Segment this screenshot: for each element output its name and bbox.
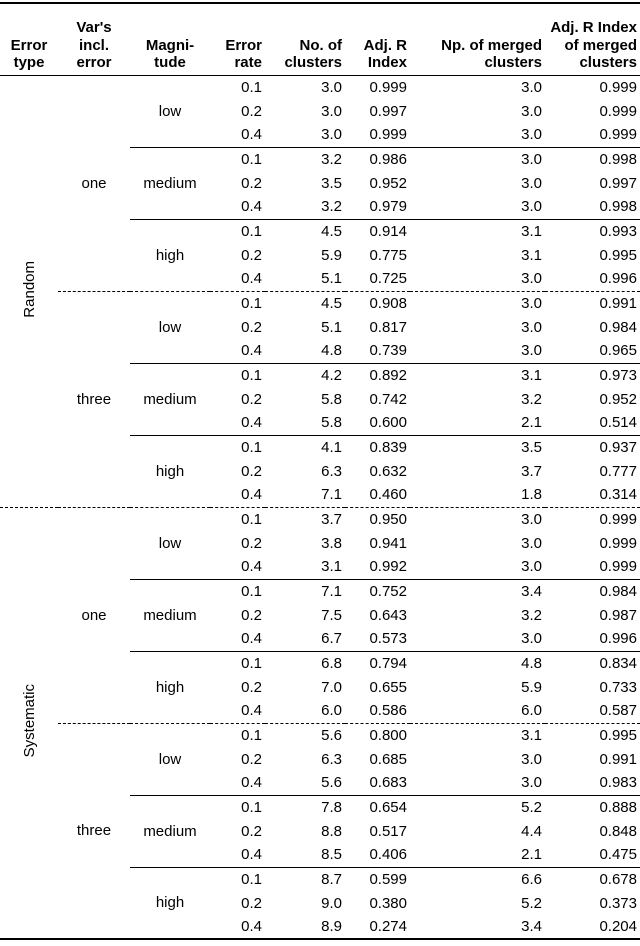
- magnitude-label: medium: [130, 795, 210, 867]
- merged-adj-r-cell: 0.204: [599, 918, 637, 935]
- adj-r-index-cell: 0.800: [345, 723, 410, 747]
- header-magnitude: [130, 3, 210, 75]
- merged-clusters-cell: 3.0: [410, 147, 545, 171]
- adj-r-index-cell: 0.739: [369, 342, 407, 360]
- error-rate-cell: 0.4: [241, 126, 262, 144]
- adj-r-index-cell: 0.999: [369, 78, 407, 96]
- merged-adj-r-cell: 0.733: [599, 678, 637, 696]
- merged-adj-r-cell: 0.514: [599, 414, 637, 432]
- merged-adj-r-cell: 0.937: [545, 435, 640, 459]
- error-rate-cell: 0.4: [241, 414, 262, 432]
- no-of-clusters-cell: 6.8: [265, 651, 345, 675]
- merged-adj-r-cell: 0.991: [599, 750, 637, 768]
- header-line: clusters: [484, 54, 542, 71]
- merged-adj-r-cell: 0.983: [599, 774, 637, 792]
- merged-clusters-cell: 3.0: [410, 291, 545, 315]
- merged-clusters-cell: 3.1: [521, 246, 542, 264]
- adj-r-index-cell: 0.517: [369, 822, 407, 840]
- error-rate-cell: 0.2: [241, 174, 262, 192]
- results-table: [0, 2, 640, 940]
- header-vars-incl-error: [58, 3, 130, 75]
- merged-clusters-cell: 3.0: [410, 507, 545, 531]
- adj-r-index-cell: 0.600: [369, 414, 407, 432]
- merged-clusters-cell: 3.0: [521, 774, 542, 792]
- error-type-label: [0, 75, 58, 507]
- no-of-clusters-cell: 6.3: [321, 750, 342, 768]
- adj-r-index-cell: 0.406: [369, 846, 407, 864]
- merged-clusters-cell: 3.0: [521, 198, 542, 216]
- merged-clusters-cell: 3.1: [410, 363, 545, 387]
- merged-adj-r-cell: 0.999: [599, 126, 637, 144]
- merged-clusters-cell: 6.6: [410, 867, 545, 891]
- merged-clusters-cell: 2.1: [521, 846, 542, 864]
- error-rate-cell: 0.4: [241, 342, 262, 360]
- merged-clusters-cell: 3.0: [521, 750, 542, 768]
- adj-r-index-cell: 0.986: [345, 147, 410, 171]
- table-row: [0, 291, 640, 315]
- error-rate-cell: 0.2: [241, 102, 262, 120]
- no-of-clusters-cell: 8.9: [321, 918, 342, 935]
- merged-clusters-cell: 3.0: [521, 534, 542, 552]
- error-rate-cell: 0.4: [241, 918, 262, 935]
- adj-r-index-cell: 0.908: [345, 291, 410, 315]
- header-error-type: [0, 3, 58, 75]
- header-line: Error: [225, 36, 262, 54]
- no-of-clusters-cell: 4.5: [265, 291, 345, 315]
- header-line: rate: [234, 54, 262, 71]
- no-of-clusters-cell: 5.1: [321, 270, 342, 288]
- header-line: tude: [154, 54, 186, 71]
- table-header: [0, 3, 640, 75]
- merged-clusters-cell: 3.0: [521, 102, 542, 120]
- merged-adj-r-cell: 0.952: [599, 390, 637, 408]
- adj-r-index-cell: 0.950: [345, 507, 410, 531]
- table-row: [0, 507, 640, 531]
- merged-adj-r-cell: 0.587: [599, 702, 637, 720]
- merged-adj-r-cell: 0.984: [599, 318, 637, 336]
- error-rate-cell: 0.1: [241, 78, 262, 96]
- merged-adj-r-cell: 0.987: [599, 606, 637, 624]
- error-rate-cell: 0.1: [210, 147, 265, 171]
- error-rate-cell: 0.2: [241, 390, 262, 408]
- no-of-clusters-cell: 3.1: [321, 558, 342, 576]
- adj-r-index-cell: 0.999: [369, 126, 407, 144]
- no-of-clusters-cell: 4.8: [321, 342, 342, 360]
- no-of-clusters-cell: 3.2: [265, 147, 345, 171]
- magnitude-label: medium: [130, 579, 210, 651]
- merged-adj-r-cell: 0.997: [599, 174, 637, 192]
- magnitude-label: medium: [130, 363, 210, 435]
- no-of-clusters-cell: 5.9: [321, 246, 342, 264]
- magnitude-label: high: [130, 867, 210, 939]
- error-rate-cell: 0.2: [241, 318, 262, 336]
- no-of-clusters-cell: 3.0: [321, 126, 342, 144]
- magnitude-label: high: [130, 651, 210, 723]
- header-line: Adj. R Index: [550, 19, 637, 36]
- magnitude-label: low: [130, 291, 210, 363]
- error-rate-cell: 0.1: [210, 723, 265, 747]
- header-line: clusters: [579, 54, 637, 71]
- merged-adj-r-cell: 0.999: [599, 534, 637, 552]
- header-line: type: [13, 54, 45, 71]
- no-of-clusters-cell: 7.8: [265, 795, 345, 819]
- adj-r-index-cell: 0.992: [369, 558, 407, 576]
- no-of-clusters-cell: 8.8: [321, 822, 342, 840]
- merged-clusters-cell: 3.1: [410, 219, 545, 243]
- adj-r-index-cell: 0.274: [369, 918, 407, 935]
- adj-r-index-cell: 0.997: [369, 102, 407, 120]
- header-line: of merged: [564, 36, 637, 54]
- no-of-clusters-cell: 7.5: [321, 606, 342, 624]
- no-of-clusters-cell: 5.6: [265, 723, 345, 747]
- error-rate-cell: 0.1: [210, 219, 265, 243]
- vars-incl-label: one: [81, 174, 107, 192]
- header-no-of-clusters: [265, 3, 345, 75]
- no-of-clusters-cell: 3.5: [321, 174, 342, 192]
- no-of-clusters-cell: 8.7: [265, 867, 345, 891]
- merged-clusters-cell: 3.0: [521, 558, 542, 576]
- magnitude-label: low: [130, 723, 210, 795]
- error-type-text: Random: [20, 260, 38, 318]
- adj-r-index-cell: 0.683: [369, 774, 407, 792]
- merged-adj-r-cell: 0.848: [599, 822, 637, 840]
- merged-clusters-cell: 3.4: [410, 579, 545, 603]
- no-of-clusters-cell: 3.2: [321, 198, 342, 216]
- merged-clusters-cell: 3.0: [521, 270, 542, 288]
- adj-r-index-cell: 0.794: [345, 651, 410, 675]
- adj-r-index-cell: 0.655: [369, 678, 407, 696]
- header-line: Var's incl.: [76, 19, 112, 54]
- adj-r-index-cell: 0.573: [369, 630, 407, 648]
- merged-clusters-cell: 5.2: [410, 795, 545, 819]
- error-rate-cell: 0.2: [241, 246, 262, 264]
- merged-clusters-cell: 3.0: [521, 318, 542, 336]
- merged-adj-r-cell: 0.998: [545, 147, 640, 171]
- merged-adj-r-cell: 0.834: [545, 651, 640, 675]
- header-line: Error: [10, 36, 48, 54]
- error-rate-cell: 0.1: [210, 363, 265, 387]
- merged-adj-r-cell: 0.965: [599, 342, 637, 360]
- error-rate-cell: 0.4: [241, 270, 262, 288]
- vars-incl-label: three: [58, 291, 130, 507]
- header-line: clusters: [284, 54, 342, 71]
- merged-clusters-cell: 5.2: [521, 894, 542, 912]
- adj-r-index-cell: 0.817: [369, 318, 407, 336]
- adj-r-index-cell: 0.725: [369, 270, 407, 288]
- error-rate-cell: 0.1: [210, 435, 265, 459]
- error-rate-cell: 0.4: [241, 774, 262, 792]
- header-merged-clusters: [410, 3, 545, 75]
- error-rate-cell: 0.1: [210, 795, 265, 819]
- no-of-clusters-cell: 7.1: [321, 486, 342, 504]
- adj-r-index-cell: 0.752: [345, 579, 410, 603]
- header-line: Magni-: [145, 36, 195, 54]
- table-row: [0, 723, 640, 747]
- no-of-clusters-cell: 3.8: [321, 534, 342, 552]
- adj-r-index-cell: 0.952: [369, 174, 407, 192]
- no-of-clusters-cell: 6.3: [321, 462, 342, 480]
- merged-clusters-cell: 5.9: [521, 678, 542, 696]
- header-adj-r-index: [345, 3, 410, 75]
- no-of-clusters-cell: 3.7: [265, 507, 345, 531]
- merged-clusters-cell: 3.0: [521, 126, 542, 144]
- merged-adj-r-cell: 0.984: [545, 579, 640, 603]
- magnitude-label: medium: [130, 147, 210, 219]
- merged-clusters-cell: 4.8: [410, 651, 545, 675]
- error-rate-cell: 0.1: [210, 579, 265, 603]
- no-of-clusters-cell: 6.0: [321, 702, 342, 720]
- header-line: Adj. R: [363, 36, 407, 54]
- merged-clusters-cell: 6.0: [521, 702, 542, 720]
- error-rate-cell: 0.2: [241, 606, 262, 624]
- merged-adj-r-cell: 0.999: [545, 507, 640, 531]
- adj-r-index-cell: 0.892: [345, 363, 410, 387]
- merged-clusters-cell: 3.5: [410, 435, 545, 459]
- merged-clusters-cell: 3.0: [521, 174, 542, 192]
- merged-clusters-cell: 3.4: [521, 918, 542, 935]
- error-rate-cell: 0.1: [210, 291, 265, 315]
- adj-r-index-cell: 0.775: [369, 246, 407, 264]
- merged-adj-r-cell: 0.993: [545, 219, 640, 243]
- adj-r-index-cell: 0.979: [369, 198, 407, 216]
- no-of-clusters-cell: 5.1: [321, 318, 342, 336]
- header-line: No. of: [299, 36, 342, 54]
- no-of-clusters-cell: 5.8: [321, 414, 342, 432]
- no-of-clusters-cell: 9.0: [321, 894, 342, 912]
- error-rate-cell: 0.4: [241, 702, 262, 720]
- error-rate-cell: 0.1: [210, 507, 265, 531]
- merged-clusters-cell: 3.2: [521, 606, 542, 624]
- error-rate-cell: 0.2: [241, 534, 262, 552]
- merged-adj-r-cell: 0.475: [599, 846, 637, 864]
- error-rate-cell: 0.1: [210, 651, 265, 675]
- error-rate-cell: 0.2: [241, 678, 262, 696]
- adj-r-index-cell: 0.685: [369, 750, 407, 768]
- no-of-clusters-cell: 6.7: [321, 630, 342, 648]
- vars-incl-label: three: [58, 723, 130, 939]
- header-line: Np. of merged: [441, 36, 542, 54]
- adj-r-index-cell: 0.599: [345, 867, 410, 891]
- error-rate-cell: 0.4: [241, 630, 262, 648]
- error-type-label: [0, 507, 58, 939]
- no-of-clusters-cell: 3.0: [321, 78, 342, 96]
- adj-r-index-cell: 0.380: [369, 894, 407, 912]
- merged-clusters-cell: 3.0: [521, 630, 542, 648]
- merged-clusters-cell: 3.0: [521, 78, 542, 96]
- error-type-text: Systematic: [20, 684, 38, 758]
- merged-adj-r-cell: 0.777: [599, 462, 637, 480]
- header-row: [0, 3, 640, 75]
- error-rate-cell: 0.4: [241, 558, 262, 576]
- no-of-clusters-cell: 3.0: [321, 102, 342, 120]
- no-of-clusters-cell: 4.1: [265, 435, 345, 459]
- merged-adj-r-cell: 0.996: [599, 630, 637, 648]
- merged-adj-r-cell: 0.991: [545, 291, 640, 315]
- no-of-clusters-cell: 4.5: [265, 219, 345, 243]
- merged-clusters-cell: 3.2: [521, 390, 542, 408]
- adj-r-index-cell: 0.643: [369, 606, 407, 624]
- error-rate-cell: 0.2: [241, 750, 262, 768]
- magnitude-label: low: [130, 507, 210, 579]
- merged-adj-r-cell: 0.678: [545, 867, 640, 891]
- merged-adj-r-cell: 0.999: [599, 102, 637, 120]
- merged-adj-r-cell: 0.888: [545, 795, 640, 819]
- error-rate-cell: 0.2: [241, 462, 262, 480]
- merged-clusters-cell: 3.7: [521, 462, 542, 480]
- header-adj-r-merged: [545, 3, 640, 75]
- error-rate-cell: 0.4: [241, 846, 262, 864]
- merged-adj-r-cell: 0.995: [599, 246, 637, 264]
- no-of-clusters-cell: 5.6: [321, 774, 342, 792]
- table-row: [0, 75, 640, 99]
- no-of-clusters-cell: 4.2: [265, 363, 345, 387]
- no-of-clusters-cell: 8.5: [321, 846, 342, 864]
- merged-adj-r-cell: 0.999: [599, 78, 637, 96]
- adj-r-index-cell: 0.654: [345, 795, 410, 819]
- header-line: error: [76, 54, 112, 71]
- merged-clusters-cell: 4.4: [521, 822, 542, 840]
- magnitude-label: high: [130, 435, 210, 507]
- adj-r-index-cell: 0.941: [369, 534, 407, 552]
- adj-r-index-cell: 0.586: [369, 702, 407, 720]
- adj-r-index-cell: 0.632: [369, 462, 407, 480]
- header-line: Index: [367, 54, 407, 71]
- merged-clusters-cell: 2.1: [521, 414, 542, 432]
- no-of-clusters-cell: 7.0: [321, 678, 342, 696]
- error-rate-cell: 0.2: [241, 822, 262, 840]
- no-of-clusters-cell: 7.1: [265, 579, 345, 603]
- merged-adj-r-cell: 0.996: [599, 270, 637, 288]
- error-rate-cell: 0.1: [210, 867, 265, 891]
- merged-clusters-cell: 1.8: [521, 486, 542, 504]
- merged-adj-r-cell: 0.373: [599, 894, 637, 912]
- error-rate-cell: 0.4: [241, 486, 262, 504]
- merged-adj-r-cell: 0.998: [599, 198, 637, 216]
- magnitude-label: high: [130, 219, 210, 291]
- no-of-clusters-cell: 5.8: [321, 390, 342, 408]
- magnitude-label: low: [158, 102, 182, 120]
- adj-r-index-cell: 0.839: [345, 435, 410, 459]
- merged-adj-r-cell: 0.973: [545, 363, 640, 387]
- merged-clusters-cell: 3.0: [521, 342, 542, 360]
- merged-adj-r-cell: 0.999: [599, 558, 637, 576]
- merged-adj-r-cell: 0.995: [545, 723, 640, 747]
- merged-clusters-cell: 3.1: [410, 723, 545, 747]
- error-rate-cell: 0.2: [241, 894, 262, 912]
- adj-r-index-cell: 0.460: [369, 486, 407, 504]
- error-rate-cell: 0.4: [241, 198, 262, 216]
- table-body: [0, 75, 640, 939]
- header-error-rate: [210, 3, 265, 75]
- adj-r-index-cell: 0.914: [345, 219, 410, 243]
- merged-adj-r-cell: 0.314: [599, 486, 637, 504]
- adj-r-index-cell: 0.742: [369, 390, 407, 408]
- vars-incl-label: one: [58, 507, 130, 723]
